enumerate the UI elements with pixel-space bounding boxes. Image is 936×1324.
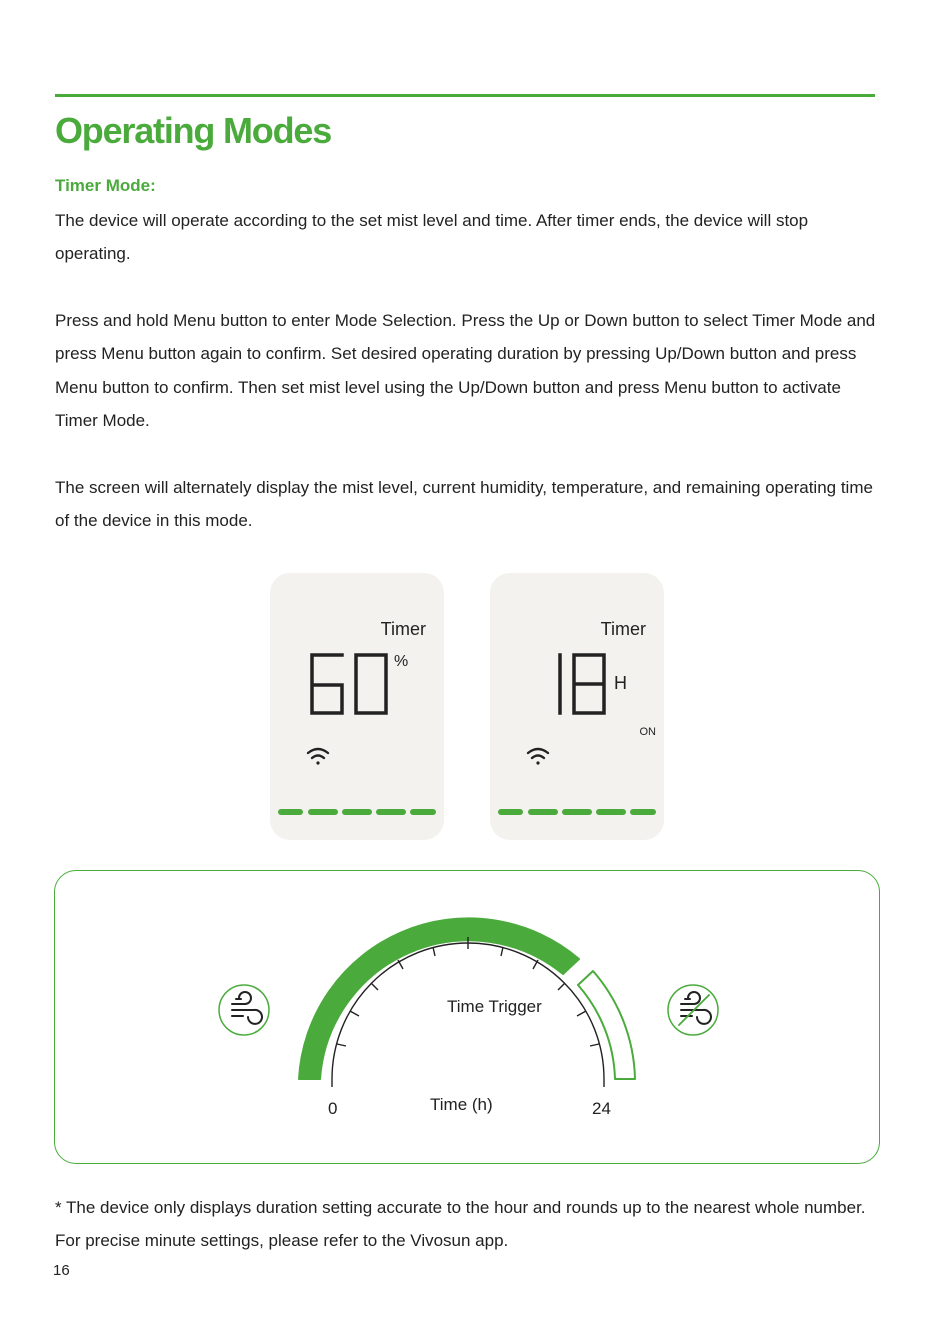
wifi-icon [308,749,328,765]
gauge-empty-arc [578,971,635,1079]
display-mist-level [270,573,444,840]
mist-on-icon [219,985,269,1035]
footnote: * The device only displays duration setting accurate to the hour and rounds up to the nearest whole number. For precise minute settings, please refer to the Vivosun app. [55,1198,866,1251]
mist-off-icon [668,985,718,1035]
gauge-max-label: 24 [592,1099,611,1118]
display-mode-label: Timer [600,619,646,639]
mist-level-bar [278,809,436,815]
wifi-icon [528,749,548,765]
seven-segment-digits [560,655,604,713]
display-unit: % [394,653,409,670]
gauge-axis-label: Time (h) [430,1095,493,1114]
section-title: Timer Mode: [55,176,156,195]
page-title: Operating Modes [55,110,332,151]
time-trigger-diagram [54,870,880,1164]
gauge-center-label: Time Trigger [447,997,542,1016]
mist-level-bar [498,809,656,815]
seven-segment-digits [312,655,386,713]
display-mode-label: Timer [380,619,426,639]
paragraph-display-info: The screen will alternately display the mist level, current humidity, temperature, and remaining operating time of the device in this mode. [55,478,873,531]
paragraph-instructions: Press and hold Menu button to enter Mode Selection. Press the Up or Down button to select Timer Mode and press Menu button again to confirm. Set desired operating duration by pressing Up/Down button and press Menu button to confirm. Then set mist level using the Up/Down button and press Menu button to activate Timer Mode. [55,311,876,431]
gauge-min-label: 0 [328,1099,338,1118]
paragraph-intro: The device will operate according to the set mist level and time. After timer ends, the device will stop operating. [55,211,809,264]
display-remaining-time [490,573,664,840]
page-number: 16 [53,1262,70,1279]
display-status: ON [639,726,656,738]
title-rule [55,94,875,97]
display-unit: H [614,673,627,693]
